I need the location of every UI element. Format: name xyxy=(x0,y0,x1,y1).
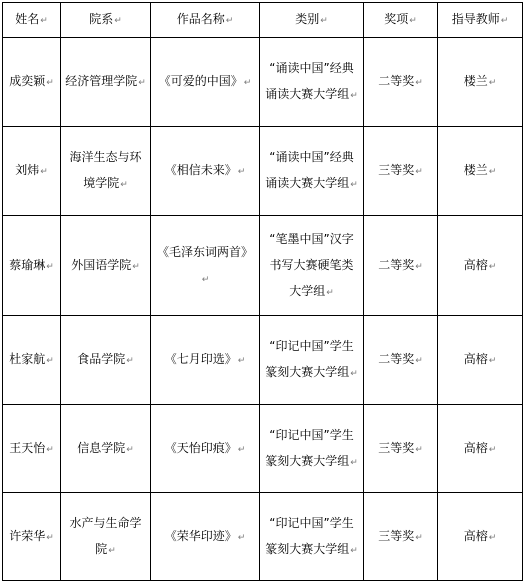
cell-name: 王天怡↵ xyxy=(3,405,61,493)
cell-advisor: 高榕↵ xyxy=(438,316,523,405)
cell-category: “印记中国”学生篆刻大赛大学组↵ xyxy=(260,493,364,581)
cell-name: 杜家航↵ xyxy=(3,316,61,405)
cell-name: 刘炜↵ xyxy=(3,127,61,216)
paragraph-mark-icon: ↵ xyxy=(350,369,358,379)
paragraph-mark-icon: ↵ xyxy=(237,167,246,177)
paragraph-mark-icon: ↵ xyxy=(350,457,358,468)
table-row xyxy=(3,38,523,127)
cell-work-title: 《可爱的中国》↵ xyxy=(151,38,260,127)
table-row xyxy=(3,127,523,216)
paragraph-mark-icon: ↵ xyxy=(108,545,116,556)
cell-advisor: 高榕↵ xyxy=(438,216,523,316)
paragraph-mark-icon: ↵ xyxy=(114,16,122,26)
paragraph-mark-icon: ↵ xyxy=(132,261,140,272)
paragraph-mark-icon: ↵ xyxy=(138,78,146,88)
cell-work-title: 《七月印选》↵ xyxy=(151,316,260,405)
paragraph-mark-icon: ↵ xyxy=(126,356,134,366)
cell-category: “诵读中国”经典诵读大赛大学组↵ xyxy=(260,127,364,216)
paragraph-mark-icon: ↵ xyxy=(237,532,246,543)
paragraph-mark-icon: ↵ xyxy=(488,167,497,177)
cell-award: 三等奖↵ xyxy=(364,405,438,493)
header-department: 院系↵ xyxy=(61,3,151,38)
cell-department: 水产与生命学院↵ xyxy=(61,493,151,581)
header-advisor: 指导教师↵ xyxy=(438,3,523,38)
table-row xyxy=(3,316,523,405)
paragraph-mark-icon: ↵ xyxy=(320,16,328,26)
cell-award: 二等奖↵ xyxy=(364,316,438,405)
paragraph-mark-icon: ↵ xyxy=(237,356,246,366)
cell-name: 蔡瑜琳↵ xyxy=(3,216,61,316)
cell-department: 食品学院↵ xyxy=(61,316,151,405)
cell-advisor: 高榕↵ xyxy=(438,405,523,493)
paragraph-mark-icon: ↵ xyxy=(488,356,497,366)
cell-department: 经济管理学院↵ xyxy=(61,38,151,127)
paragraph-mark-icon: ↵ xyxy=(415,167,423,177)
cell-category: “印记中国”学生篆刻大赛大学组↵ xyxy=(260,405,364,493)
cell-work-title: 《天怡印痕》↵ xyxy=(151,405,260,493)
paragraph-mark-icon: ↵ xyxy=(46,78,54,88)
paragraph-mark-icon: ↵ xyxy=(488,444,497,455)
cell-award: 三等奖↵ xyxy=(364,127,438,216)
cell-category: “笔墨中国”汉字书写大赛硬笔类大学组↵ xyxy=(260,216,364,316)
cell-name: 许荣华↵ xyxy=(3,493,61,581)
cell-work-title: 《相信未来》↵ xyxy=(151,127,260,216)
paragraph-mark-icon: ↵ xyxy=(415,532,423,543)
cell-work-title: 《荣华印迹》↵ xyxy=(151,493,260,581)
header-award: 奖项↵ xyxy=(364,3,438,38)
paragraph-mark-icon: ↵ xyxy=(415,444,423,455)
paragraph-mark-icon: ↵ xyxy=(120,180,128,190)
cell-advisor: 高榕↵ xyxy=(438,493,523,581)
cell-department: 信息学院↵ xyxy=(61,405,151,493)
header-row xyxy=(3,3,523,38)
header-name: 姓名↵ xyxy=(3,3,61,38)
cell-award: 二等奖↵ xyxy=(364,216,438,316)
cell-department: 海洋生态与环境学院↵ xyxy=(61,127,151,216)
header-category: 类别↵ xyxy=(260,3,364,38)
table-row xyxy=(3,216,523,316)
paragraph-mark-icon: ↵ xyxy=(415,356,423,366)
paragraph-mark-icon: ↵ xyxy=(237,444,246,455)
paragraph-mark-icon: ↵ xyxy=(350,180,358,190)
paragraph-mark-icon: ↵ xyxy=(415,78,423,88)
paragraph-mark-icon: ↵ xyxy=(326,287,334,298)
paragraph-mark-icon: ↵ xyxy=(409,16,417,26)
paragraph-mark-icon: ↵ xyxy=(350,91,358,101)
table-row xyxy=(3,405,523,493)
cell-award: 二等奖↵ xyxy=(364,38,438,127)
cell-advisor: 楼兰↵ xyxy=(438,38,523,127)
paragraph-mark-icon: ↵ xyxy=(40,167,48,177)
paragraph-mark-icon: ↵ xyxy=(488,261,497,272)
cell-category: “印记中国”学生篆刻大赛大学组↵ xyxy=(260,316,364,405)
cell-work-title: 《毛泽东词两首》↵ xyxy=(151,216,260,316)
paragraph-mark-icon: ↵ xyxy=(46,532,54,543)
cell-department: 外国语学院↵ xyxy=(61,216,151,316)
paragraph-mark-icon: ↵ xyxy=(243,78,252,88)
awards-table xyxy=(2,2,523,581)
table-row xyxy=(3,493,523,581)
cell-award: 三等奖↵ xyxy=(364,493,438,581)
paragraph-mark-icon: ↵ xyxy=(46,356,54,366)
cell-advisor: 楼兰↵ xyxy=(438,127,523,216)
paragraph-mark-icon: ↵ xyxy=(225,16,234,26)
paragraph-mark-icon: ↵ xyxy=(415,261,423,272)
paragraph-mark-icon: ↵ xyxy=(40,16,48,26)
paragraph-mark-icon: ↵ xyxy=(500,16,509,26)
cell-name: 成奕颖↵ xyxy=(3,38,61,127)
header-work-title: 作品名称↵ xyxy=(151,3,260,38)
paragraph-mark-icon: ↵ xyxy=(488,532,497,543)
paragraph-mark-icon: ↵ xyxy=(350,545,358,556)
paragraph-mark-icon: ↵ xyxy=(201,274,210,285)
paragraph-mark-icon: ↵ xyxy=(46,444,54,455)
paragraph-mark-icon: ↵ xyxy=(488,78,497,88)
paragraph-mark-icon: ↵ xyxy=(46,261,54,272)
cell-category: “诵读中国”经典诵读大赛大学组↵ xyxy=(260,38,364,127)
paragraph-mark-icon: ↵ xyxy=(126,444,134,455)
